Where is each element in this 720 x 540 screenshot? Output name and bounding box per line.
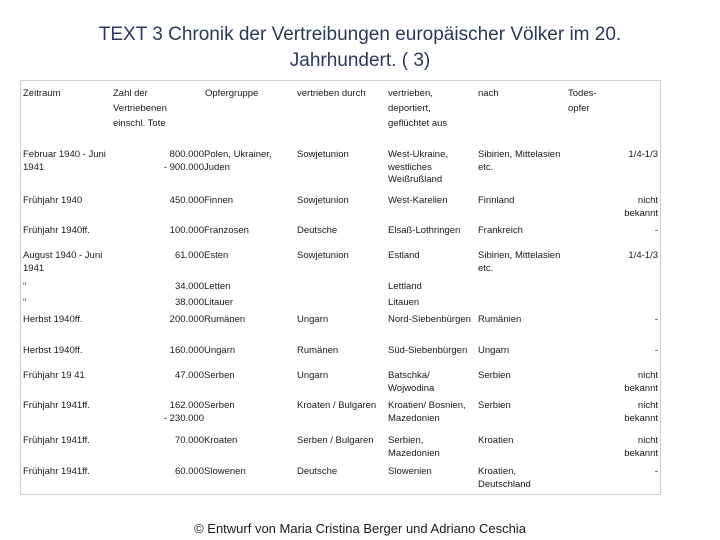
cell-tote: - bbox=[654, 466, 658, 477]
cell-nach: Frankreich bbox=[478, 225, 523, 236]
cell-durch: Sowjetunion bbox=[297, 250, 349, 261]
cell-nach: Ungarn bbox=[478, 345, 510, 356]
cell-tote: - bbox=[654, 345, 658, 356]
cell-aus: Nord-Siebenbürgen bbox=[388, 314, 471, 325]
copyright-footer: © Entwurf von Maria Cristina Berger und Adriano Ceschia bbox=[194, 521, 526, 536]
header-vertrieben-aus: vertrieben, bbox=[388, 88, 433, 99]
cell-zeitraum: Frühjahr 1940ff. bbox=[23, 225, 90, 236]
title-line-1: TEXT 3 Chronik der Vertreibungen europäischer Völker im 20. bbox=[98, 24, 622, 45]
cell-zahl: 800.000 bbox=[169, 149, 204, 160]
cell-opfer: Ungarn bbox=[204, 345, 236, 356]
cell-zeitraum: 1941 bbox=[23, 262, 45, 274]
header-vertrieben-durch: vertrieben durch bbox=[297, 88, 366, 99]
header-zahl: Vertriebenen bbox=[113, 103, 167, 114]
cell-nach: Finnland bbox=[478, 195, 515, 206]
header-zahl: einschl. Tote bbox=[113, 118, 166, 129]
cell-opfer: Serben bbox=[204, 370, 235, 381]
cell-zeitraum: “ bbox=[23, 297, 27, 308]
cell-zeitraum: August 1940 - Juni bbox=[23, 250, 103, 261]
cell-zeitraum: 1941 bbox=[23, 161, 45, 173]
cell-durch: Serben / Bulgaren bbox=[297, 435, 374, 446]
cell-opfer: Rumänen bbox=[204, 314, 246, 325]
cell-tote: bekannt bbox=[624, 382, 658, 394]
cell-durch: Sowjetunion bbox=[297, 149, 349, 160]
cell-zeitraum: Frühjahr 1941ff. bbox=[23, 466, 90, 477]
cell-aus: Batschka/ bbox=[388, 370, 430, 381]
title-line-2: Jahrhundert. ( 3) bbox=[289, 50, 431, 71]
cell-durch: Sowjetunion bbox=[297, 195, 349, 206]
cell-zeitraum: Frühjahr 1941ff. bbox=[23, 400, 90, 411]
cell-zahl: 200.000 bbox=[169, 314, 204, 325]
cell-durch: Ungarn bbox=[297, 314, 329, 325]
cell-zeitraum: “ bbox=[23, 281, 27, 292]
cell-opfer: Serben bbox=[204, 400, 235, 411]
header-zeitraum: Zeitraum bbox=[23, 88, 61, 99]
cell-zeitraum: Frühjahr 1941ff. bbox=[23, 435, 90, 446]
cell-opfer: Slowenen bbox=[204, 466, 246, 477]
cell-tote: - bbox=[654, 225, 658, 236]
cell-nach: Sibirien, Mittelasien bbox=[478, 149, 561, 160]
cell-zahl: 100.000 bbox=[169, 225, 204, 236]
header-opfergruppe: Opfergruppe bbox=[205, 88, 259, 99]
cell-aus: Estland bbox=[388, 250, 420, 261]
cell-zeitraum: Frühjahr 19 41 bbox=[23, 370, 85, 381]
cell-aus: Slowenien bbox=[388, 466, 432, 477]
cell-tote: nicht bbox=[637, 195, 658, 206]
cell-zeitraum: Herbst 1940ff. bbox=[23, 345, 83, 356]
page-title bbox=[40, 22, 680, 74]
cell-tote: bekannt bbox=[624, 207, 658, 219]
cell-zahl: 38.000 bbox=[174, 297, 204, 308]
cell-tote: nicht bbox=[637, 435, 658, 446]
cell-nach: etc. bbox=[478, 262, 494, 274]
cell-zahl: 70.000 bbox=[174, 435, 204, 446]
cell-aus: Weißrußland bbox=[388, 174, 443, 185]
cell-opfer: Letten bbox=[204, 281, 231, 292]
cell-tote: - bbox=[654, 314, 658, 325]
header-todesopfer: Todes- bbox=[568, 88, 597, 99]
cell-nach: Deutschland bbox=[478, 478, 531, 490]
cell-opfer: Finnen bbox=[204, 195, 234, 206]
cell-tote: 1/4-1/3 bbox=[628, 250, 658, 261]
cell-zeitraum: Frühjahr 1940 bbox=[23, 195, 83, 206]
cell-opfer: Esten bbox=[204, 250, 229, 261]
cell-tote: 1/4-1/3 bbox=[628, 149, 658, 160]
header-todesopfer: opfer bbox=[568, 103, 590, 114]
cell-zahl: 47.000 bbox=[174, 370, 204, 381]
cell-aus: Mazedonien bbox=[388, 447, 440, 459]
cell-zeitraum: Februar 1940 - Juni bbox=[23, 149, 106, 160]
cell-opfer: Kroaten bbox=[204, 435, 238, 446]
cell-tote: nicht bbox=[637, 370, 658, 381]
cell-zeitraum: Herbst 1940ff. bbox=[23, 314, 83, 325]
cell-durch: Kroaten / Bulgaren bbox=[297, 400, 377, 411]
cell-aus: Wojwodina bbox=[388, 382, 435, 394]
cell-aus: Süd-Siebenbürgen bbox=[388, 345, 468, 356]
cell-opfer: Polen, Ukrainer, bbox=[204, 149, 272, 160]
cell-nach: Kroatien bbox=[478, 435, 514, 446]
header-vertrieben-aus: geflüchtet aus bbox=[388, 118, 448, 129]
cell-durch: Rumänen bbox=[297, 345, 339, 356]
cell-zahl: 61.000 bbox=[174, 250, 204, 261]
cell-zahl: - 230.000 bbox=[163, 412, 204, 424]
cell-aus: Serbien, bbox=[388, 435, 424, 446]
cell-tote: nicht bbox=[637, 400, 658, 411]
cell-opfer: Juden bbox=[204, 161, 230, 173]
cell-aus: Lettland bbox=[388, 281, 422, 292]
cell-aus: West-Karelien bbox=[388, 195, 448, 206]
cell-durch: Deutsche bbox=[297, 225, 338, 236]
cell-nach: Serbien bbox=[478, 400, 511, 411]
cell-zahl: - 900.000 bbox=[163, 161, 204, 173]
cell-opfer: Franzosen bbox=[204, 225, 249, 236]
cell-zahl: 34.000 bbox=[174, 281, 204, 292]
cell-zahl: 450.000 bbox=[169, 195, 204, 206]
cell-aus: Elsaß-Lothringen bbox=[388, 225, 461, 236]
cell-zahl: 162.000 bbox=[169, 400, 204, 411]
cell-nach: Rumänien bbox=[478, 314, 522, 325]
cell-zahl: 60.000 bbox=[174, 466, 204, 477]
cell-zahl: 160.000 bbox=[169, 345, 204, 356]
header-zahl: Zahl der bbox=[113, 88, 148, 99]
cell-durch: Deutsche bbox=[297, 466, 338, 477]
cell-aus: West-Ukraine, bbox=[388, 149, 449, 160]
cell-tote: bekannt bbox=[624, 447, 658, 459]
cell-nach: Serbien bbox=[478, 370, 511, 381]
header-nach: nach bbox=[478, 88, 499, 99]
cell-aus: Kroatien/ Bosnien, bbox=[388, 400, 466, 411]
cell-tote: bekannt bbox=[624, 412, 658, 424]
cell-nach: Sibirien, Mittelasien bbox=[478, 250, 561, 261]
cell-nach: Kroatien, bbox=[478, 466, 517, 477]
cell-durch: Ungarn bbox=[297, 370, 329, 381]
cell-nach: etc. bbox=[478, 161, 494, 173]
cell-opfer: Litauer bbox=[204, 297, 234, 308]
cell-aus: westliches bbox=[388, 161, 432, 173]
cell-aus: Litauen bbox=[388, 297, 420, 308]
chronicle-table bbox=[20, 80, 661, 495]
cell-aus: Mazedonien bbox=[388, 412, 440, 424]
header-vertrieben-aus: deportiert, bbox=[388, 103, 431, 114]
